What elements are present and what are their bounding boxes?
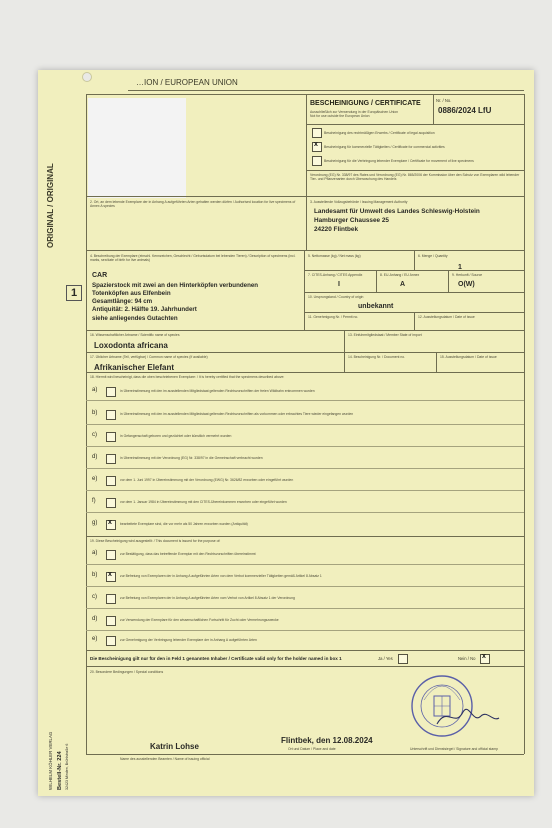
section-18-row-g-letter: g) — [92, 520, 98, 526]
description-line-1: Spazierstock mit zwei an den Hinterköpfen verbundenen — [92, 282, 259, 289]
field-20-label: 20. Besondere Bedingungen / Special conditions — [90, 670, 164, 674]
section-18-row-e-checkbox[interactable] — [106, 476, 116, 486]
authority-city: 24220 Flintbek — [314, 226, 359, 233]
section-18-row-e-text: vor dem 1. Juni 1997 in Übereinstimmung mit der Verordnung (EWG) Nr. 3626/82 erworben oder eingeführt wurden — [120, 478, 294, 482]
section-18-row-a-text: in Übereinstimmung mit den im ausstellenden Mitgliedstaat geltenden Rechtsvorschriften der freien Wildbahn entnommen wurden — [120, 389, 315, 393]
common-name-value: Afrikanischer Elefant — [94, 363, 175, 372]
field-2-label: 2. Ort, an dem lebende Exemplare der in Anhang A aufgeführten Arten gehalten werden dürfen / Authorised location for live specimens of Annex A species — [90, 200, 296, 209]
side-original-label: ORIGINAL / ORIGINAL — [46, 163, 55, 248]
section-19-row-b-text: zur Befreiung von Exemplaren der in Anhang A aufgeführten Arten von dem Verbot kommerzieller Tätigkeiten gemäß Artikel 8 Absatz 1 — [120, 574, 322, 578]
section-18-row-c-text: in Gefangenschaft geboren und gezüchtet oder künstlich vermehrt wurden — [120, 434, 232, 438]
section-19-row-c-checkbox[interactable] — [106, 594, 116, 604]
section-18-row-e-letter: e) — [92, 476, 98, 482]
field-14-label: 14. Bescheinigung Nr. / Document no. — [348, 355, 406, 359]
section-18-row-b-checkbox[interactable] — [106, 410, 116, 420]
section-19-row-a-checkbox[interactable] — [106, 550, 116, 560]
publisher-order-number: Bestell-Nr. 224 — [57, 751, 63, 790]
field-10-label: 10. Ursprungsland / Country of origin — [308, 295, 364, 299]
scientific-name-value: Loxodonta africana — [94, 341, 168, 350]
no-label: Nein / No — [458, 656, 476, 661]
section-19-row-b-letter: b) — [92, 572, 98, 578]
section-19-row-e-checkbox[interactable] — [106, 636, 116, 646]
section-18-row-a-letter: a) — [92, 387, 98, 393]
yes-label: Ja / Yes — [378, 656, 393, 661]
section-19-row-e-text: zur Genehmigung der Verbringung lebender Exemplare der in Anhang A aufgeführten Arten — [120, 638, 257, 642]
field-17-label: 17. Üblicher Artname (Teil, verfügbar) / Common name of species (if available) — [90, 355, 208, 359]
section-18-row-f-checkbox[interactable] — [106, 498, 116, 508]
redacted-holder-box — [88, 98, 186, 198]
section-19-row-e-letter: e) — [92, 636, 98, 642]
option-label-live-specimens: Bescheinigung für die Verbringung lebender Exemplare / Certificate for movement of live specimens — [324, 159, 474, 163]
authority-label: 3. Ausstellende Vollzugsbehörde / Issuing Management Authority — [310, 200, 408, 204]
option-label-commercial-activities: Bescheinigung für kommerzielle Tätigkeiten / Certificate for commercial activities — [324, 145, 445, 149]
section-18-row-c-letter: c) — [92, 432, 97, 438]
description-line-2: Totenköpfen aus Elfenbein — [92, 290, 171, 297]
publisher-name: WILHELM KÖHLER VERLAG — [48, 731, 53, 790]
section-18-row-g-text: bearbeitete Exemplare sind, die vor mehr als 50 Jahren erworben wurden (Antiquität) — [120, 522, 248, 526]
description-line-4: Antiquität: 2. Hälfte 19. Jahrhundert — [92, 306, 197, 313]
country-of-origin-value: unbekannt — [358, 303, 394, 310]
field-12-label: 12. Ausstellungsdatum / Date of issue — [418, 315, 475, 319]
section-19-row-d-letter: d) — [92, 616, 98, 622]
cites-appendix-value: I — [338, 281, 340, 288]
side-number: 1 — [66, 285, 82, 301]
holder-validity-label: Die Bescheinigung gilt nur für den in Feld 1 genannten Inhaber / Certificate valid only for the holder named in box 1 — [90, 656, 342, 661]
field-5-label: 5. Nettomasse (kg) / Net mass (kg) — [308, 254, 361, 258]
section-19-row-a-letter: a) — [92, 550, 98, 556]
section-18-row-c-checkbox[interactable] — [106, 432, 116, 442]
option-checkbox-commercial-activities[interactable] — [312, 142, 322, 152]
field-7-label: 7. CITES-Anhang / CITES Appendix — [308, 273, 363, 277]
section-18-row-g-checkbox[interactable] — [106, 520, 116, 530]
section-19-row-c-letter: c) — [92, 594, 97, 600]
section-19-row-d-text: zur Verwendung der Exemplare für den wissenschaftlichen Fortschritt für Zucht oder Vermehrungszwecke — [120, 618, 279, 622]
field-6-label: 6. Menge / Quantity — [418, 254, 448, 258]
place-and-date: Flintbek, den 12.08.2024 — [281, 736, 373, 745]
regulation-note: Verordnung (EG) Nr. 338/97 des Rates und Verordnung (EG) Nr. 865/2006 der Kommission über den Schutz von Exemplaren wild lebender Tier- und Pflanzenarten durch Überwachung des Handels — [310, 173, 520, 182]
section-18-row-d-checkbox[interactable] — [106, 454, 116, 464]
yes-checkbox[interactable] — [398, 654, 408, 664]
description-line-3: Gesamtlänge: 94 cm — [92, 298, 153, 305]
field-4-label: 4. Beschreibung der Exemplare (einschl. Kennzeichen, Geschlecht / Geburtsdatum bei lebenden Tieren) / Description of specimens (incl. marks, sex/date of birth for live animals) — [90, 254, 296, 263]
section-18-row-d-text: in Übereinstimmung mit der Verordnung (EG) Nr. 338/97 in die Gemeinschaft verbracht wurden — [120, 456, 263, 460]
field-8-label: 8. EU-Anhang / EU Annex — [380, 273, 420, 277]
section-18-row-d-letter: d) — [92, 454, 98, 460]
certificate-number: 0886/2024 LfU — [438, 106, 492, 115]
option-checkbox-legal-acquisition[interactable] — [312, 128, 322, 138]
description-line-5: siehe anliegendes Gutachten — [92, 315, 178, 322]
section-19-row-b-checkbox[interactable] — [106, 572, 116, 582]
section-19-row-c-text: zur Befreiung von Exemplaren der in Anhang A aufgeführten Arten vom Verbot von Artikel 8 Absatz 1 der Verordnung — [120, 596, 295, 600]
section-18-row-a-checkbox[interactable] — [106, 387, 116, 397]
field-13-label: 13. Einfuhrmitgliedstaat / Member State of import — [348, 333, 422, 337]
section-19-label: 19. Diese Bescheinigung wird ausgestellt: / This document is issued for the purpose of: — [90, 539, 221, 543]
field-9-label: 9. Herkunft / Source — [452, 273, 483, 277]
authority-street: Hamburger Chaussee 25 — [314, 217, 389, 224]
no-checkbox[interactable] — [480, 654, 490, 664]
signature-stamp-label: Unterschrift und Dienstsiegel / Signature and official stamp — [410, 747, 498, 751]
section-19-row-d-checkbox[interactable] — [106, 616, 116, 626]
nr-label: Nr. / No. — [436, 98, 452, 103]
handwritten-signature — [433, 698, 503, 737]
eu-annex-value: A — [400, 281, 406, 288]
source-value: O(W) — [458, 281, 475, 288]
publisher-address: 32423 Minden, Brühlstraße 6 — [65, 743, 69, 790]
punch-hole — [82, 72, 92, 82]
section-18-row-f-text: vor dem 1. Januar 1984 in Übereinstimmung mit den CITES-Übereinkommen erworben oder eingeführt wurden — [120, 500, 287, 504]
certificate-title: BESCHEINIGUNG / CERTIFICATE — [310, 100, 421, 107]
quantity-value: 1 — [458, 264, 462, 271]
place-and-date-label: Ort und Datum / Place and date — [288, 747, 336, 751]
field-15-label: 15. Ausstellungsdatum / Date of issue — [440, 355, 497, 359]
specimen-code: CAR — [92, 272, 108, 279]
field-16-label: 16. Wissenschaftlicher Artname / Scientific name of species — [90, 333, 180, 337]
section-18-label: 18. Hiermit wird bescheinigt, dass die oben beschriebenen Exemplare: / It is hereby certified that the specimens described above: — [90, 375, 285, 379]
section-18-row-b-letter: b) — [92, 410, 98, 416]
header-title: …ION / EUROPEAN UNION — [136, 78, 238, 87]
option-checkbox-live-specimens[interactable] — [312, 156, 322, 166]
certificate-subtitle-de: Ausschließlich zur Verwendung in der Europäischen Union — [310, 110, 399, 114]
certificate-sheet — [38, 70, 534, 796]
section-18-row-f-letter: f) — [92, 498, 96, 504]
authority-name: Landesamt für Umwelt des Landes Schleswig-Holstein — [314, 208, 480, 215]
certificate-subtitle-en: Not for use outside the European Union — [310, 114, 370, 118]
field-11-label: 11. Genehmigung Nr. / Permit no. — [308, 315, 359, 319]
section-19-row-a-text: zur Bestätigung, dass das betreffende Exemplar mit den Rechtsvorschriften übereinstimmt — [120, 552, 256, 556]
section-18-row-b-text: in Übereinstimmung mit den im ausstellenden Mitgliedstaat geltenden Rechtsvorschriften als vorkommen oder erbrachtes Tiere wieder eingefangen wurden — [120, 412, 354, 416]
officer-name: Katrin Lohse — [150, 742, 199, 751]
option-label-legal-acquisition: Bescheinigung des rechtmäßigen Erwerbs / Certificate of legal acquisition — [324, 131, 435, 135]
officer-name-label: Name des ausstellenden Beamten / Name of issuing official — [120, 757, 210, 761]
